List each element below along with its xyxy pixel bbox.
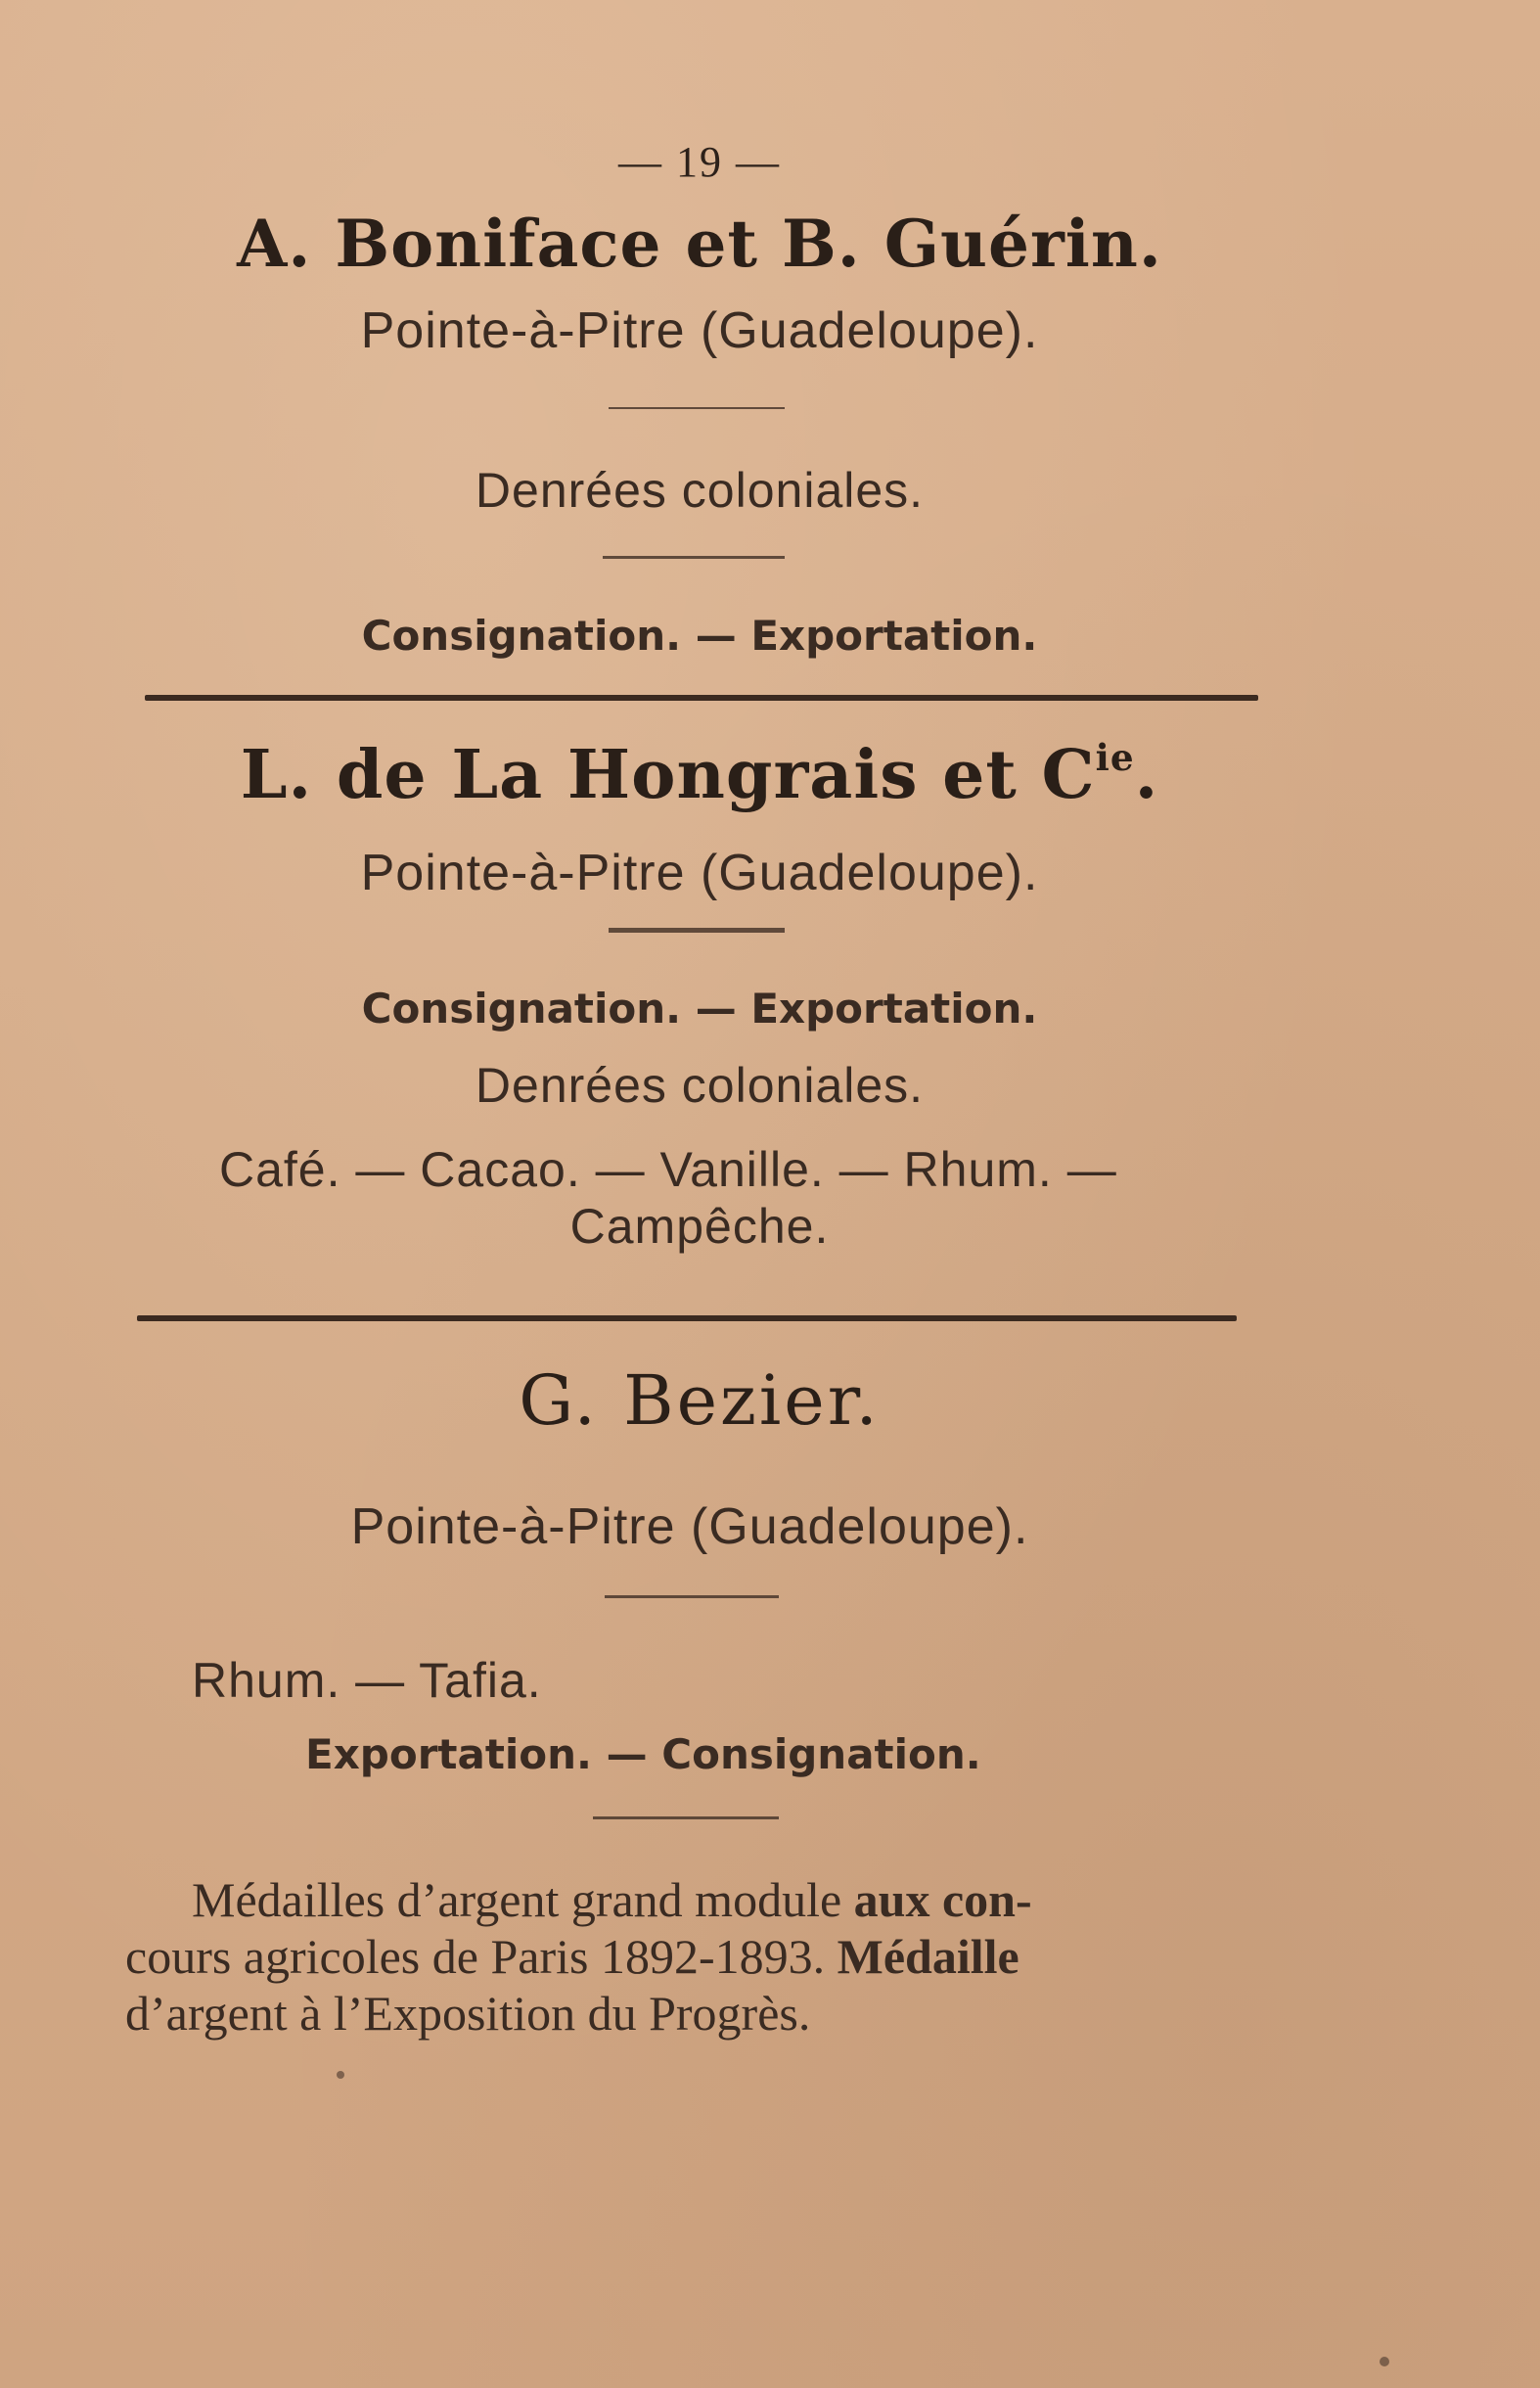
firm-location: Pointe-à-Pitre (Guadeloupe).	[360, 302, 1039, 359]
firm-name-boniface-guerin: A. Boniface et B. Guérin.	[237, 206, 1162, 282]
firm-name-la-hongrais	[0, 736, 1399, 814]
firm-services: Consignation. — Exportation.	[361, 985, 1038, 1033]
short-divider	[593, 1816, 779, 1819]
short-divider	[609, 928, 785, 933]
firm-name-bezier: G. Bezier.	[519, 1360, 881, 1441]
medals-line-2	[125, 1928, 1270, 1985]
paper-speck	[1380, 2357, 1389, 2366]
firm-products: Café. — Cacao. — Vanille. — Rhum. —	[219, 1142, 1117, 1197]
section-divider	[145, 695, 1258, 701]
firm-name-main: L. de La Hongrais et C	[240, 736, 1096, 815]
short-divider	[605, 1595, 779, 1598]
medals-text-bold: aux con-	[853, 1872, 1032, 1927]
medals-text-bold: Médaille	[837, 1929, 1019, 1984]
firm-name-superscript: ie	[1095, 736, 1135, 779]
firm-products: Rhum. — Tafia.	[192, 1653, 542, 1708]
short-divider	[609, 407, 785, 409]
medals-line-1	[125, 1871, 1270, 1928]
short-divider	[603, 556, 785, 559]
medals-text: Médailles d’argent grand module	[192, 1872, 854, 1927]
firm-location: Pointe-à-Pitre (Guadeloupe).	[350, 1498, 1029, 1555]
paper-speck	[337, 2071, 344, 2079]
section-divider	[137, 1315, 1237, 1321]
medals-text: cours agricoles de Paris 1892-1893.	[125, 1929, 838, 1984]
firm-goods: Denrées coloniales.	[475, 1058, 925, 1113]
medals-line-3: d’argent à l’Exposition du Progrès.	[125, 1986, 811, 2041]
page-number: — 19 —	[618, 138, 781, 186]
medals-paragraph	[125, 1871, 1270, 2042]
firm-goods: Denrées coloniales.	[475, 463, 925, 518]
firm-name-end: .	[1134, 736, 1159, 815]
firm-products-continued: Campêche.	[569, 1199, 830, 1254]
firm-services: Consignation. — Exportation.	[361, 612, 1038, 660]
firm-services: Exportation. — Consignation.	[305, 1730, 981, 1778]
firm-location: Pointe-à-Pitre (Guadeloupe).	[360, 845, 1039, 901]
